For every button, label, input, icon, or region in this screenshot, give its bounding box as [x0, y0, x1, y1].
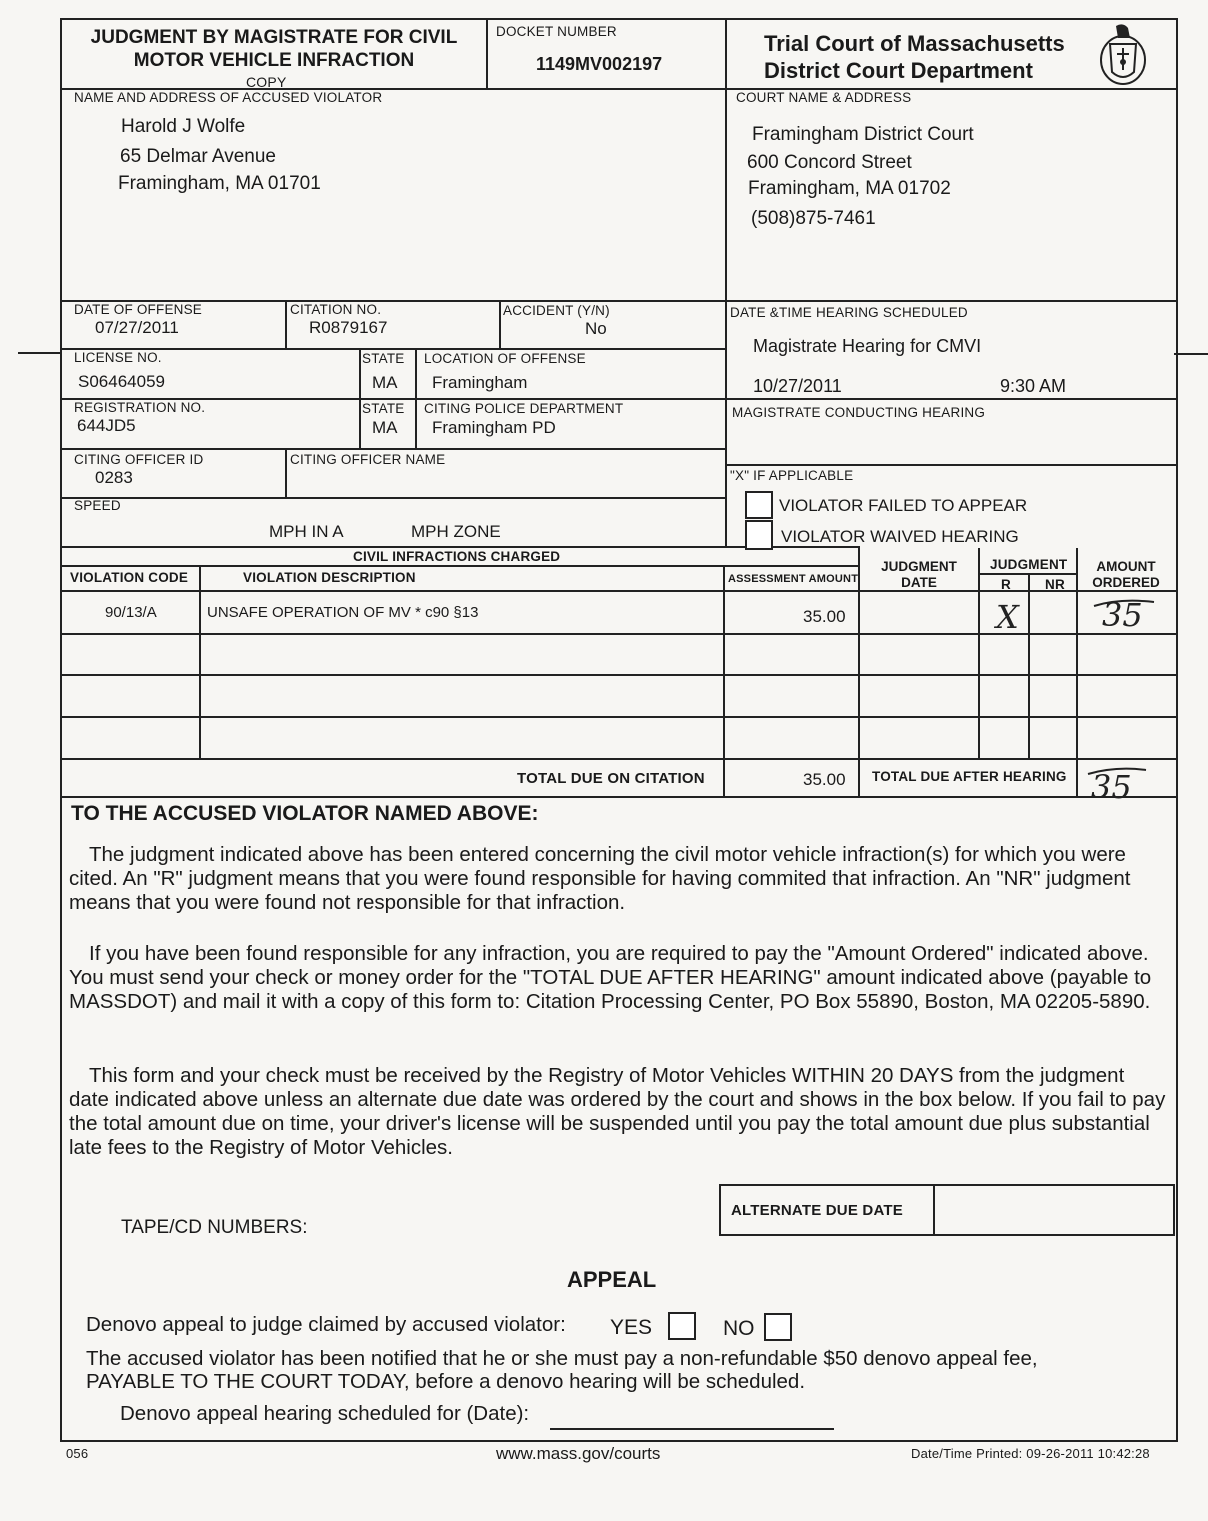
location-value: Framingham [432, 373, 528, 392]
form-title-line1: JUDGMENT BY MAGISTRATE FOR CIVIL [90, 27, 458, 48]
court-street: 600 Concord Street [747, 152, 912, 173]
rule [60, 497, 726, 499]
citation-number: R0879167 [309, 318, 388, 337]
docket-label: DOCKET NUMBER [496, 24, 617, 39]
rule [726, 464, 1176, 466]
rule [1028, 573, 1030, 760]
appeal-fee-line1: The accused violator has been notified that he or she must pay a non-refundable $50 denovo appeal fee, [86, 1347, 1038, 1370]
rule [285, 300, 287, 350]
registration-number: 644JD5 [77, 416, 136, 435]
total-due-label: TOTAL DUE ON CITATION [517, 770, 705, 787]
officer-id-label: CITING OFFICER ID [74, 452, 204, 467]
appeal-scheduled-label: Denovo appeal hearing scheduled for (Date): [120, 1402, 530, 1425]
license-state: MA [372, 373, 398, 392]
rule [60, 716, 1176, 718]
violator-label: NAME AND ADDRESS OF ACCUSED VIOLATOR [74, 90, 383, 105]
failed-to-appear-checkbox[interactable] [745, 491, 773, 519]
copy-label: COPY [246, 74, 287, 90]
registration-state: MA [372, 418, 398, 437]
notice-paragraph-1-text: The judgment indicated above has been entered concerning the civil motor vehicle infraction(s) for which you were cited. An "R" judgment means that you were found responsible for having commited that infraction. An "NR" judgment means that you were found not responsible for that infraction. [69, 843, 1131, 914]
rule [978, 548, 980, 760]
col-amount-ordered-line2: ORDERED [1092, 575, 1160, 590]
speed-label: SPEED [74, 498, 121, 513]
col-violation-description: VIOLATION DESCRIPTION [243, 570, 416, 585]
total-after-hearing-label: TOTAL DUE AFTER HEARING [872, 769, 1067, 784]
violator-street: 65 Delmar Avenue [120, 146, 276, 167]
appeal-heading: APPEAL [567, 1267, 657, 1292]
state-seal-icon [1096, 20, 1150, 88]
violator-name: Harold J Wolfe [121, 116, 246, 137]
notice-paragraph-3-text: This form and your check must be received by the Registry of Motor Vehicles WITHIN 20 DAYS from the judgment date indicated above unless an alternate due date was ordered by the court and shows in the box below. If you fail to pay the total amount due on time, your driver's license will be suspended until you pay the total amount due plus substantial late fees to the Registry of Motor Vehicles. [69, 1064, 1166, 1159]
court-city: Framingham, MA 01702 [748, 178, 951, 199]
court-label: COURT NAME & ADDRESS [736, 90, 912, 105]
form-title [62, 26, 486, 72]
appeal-claim-text: Denovo appeal to judge claimed by accused violator: [86, 1313, 566, 1336]
alternate-due-date-label: ALTERNATE DUE DATE [731, 1202, 903, 1219]
footer-url: www.mass.gov/courts [496, 1444, 661, 1463]
row1-judgment-r-mark: X [996, 598, 1019, 636]
rule [60, 796, 1176, 798]
row1-violation-description: UNSAFE OPERATION OF MV * c90 §13 [207, 604, 479, 621]
total-after-hearing-value: 35 [1091, 768, 1132, 806]
rule [725, 18, 727, 548]
rule [359, 348, 361, 450]
rule [199, 565, 201, 760]
notice-heading: TO THE ACCUSED VIOLATOR NAMED ABOVE: [71, 802, 539, 825]
failed-to-appear-label: VIOLATOR FAILED TO APPEAR [779, 496, 1028, 515]
appeal-date-field[interactable] [550, 1404, 834, 1430]
appeal-yes-checkbox[interactable] [668, 1312, 696, 1340]
rule [723, 565, 725, 798]
notice-paragraph-2-text: If you have been found responsible for any infraction, you are required to pay the "Amount Ordered" indicated above. You must send your check or money order for the "TOTAL DUE AFTER HEARING" amount indicated above (payable to MASSDOT) and mail it with a copy of this form to: Citation Processing Center, PO Box 55890, Boston, MA 02205-5890. [69, 942, 1152, 1013]
hearing-date: 10/27/2011 [753, 376, 842, 396]
col-r: R [1001, 577, 1011, 592]
col-judgment-date [860, 559, 978, 591]
court-title-line1: Trial Court of Massachusetts [764, 31, 1065, 56]
handwritten-stroke-icon [1082, 764, 1152, 778]
margin-mark-right [1174, 353, 1208, 355]
hearing-type: Magistrate Hearing for CMVI [753, 336, 982, 356]
accident-label: ACCIDENT (Y/N) [503, 303, 610, 318]
court-name: Framingham District Court [752, 124, 974, 145]
accident-value: No [585, 319, 607, 338]
row1-violation-code: 90/13/A [105, 604, 157, 621]
mph-in-a-label: MPH IN A [269, 522, 344, 541]
violator-city: Framingham, MA 01701 [118, 173, 321, 194]
col-amount-ordered [1078, 559, 1174, 591]
magistrate-label: MAGISTRATE CONDUCTING HEARING [732, 405, 986, 420]
rule [60, 674, 1176, 676]
license-state-label: STATE [362, 351, 405, 366]
rule [285, 448, 287, 499]
infractions-title: CIVIL INFRACTIONS CHARGED [353, 549, 561, 564]
appeal-no-checkbox[interactable] [764, 1313, 792, 1341]
police-dept: Framingham PD [432, 418, 556, 437]
margin-mark-left [18, 352, 62, 354]
rule [60, 448, 726, 450]
col-violation-code: VIOLATION CODE [70, 570, 189, 585]
waived-hearing-label: VIOLATOR WAIVED HEARING [781, 527, 1019, 546]
notice-paragraph-3 [69, 1064, 1169, 1160]
notice-paragraph-1 [69, 843, 1169, 915]
waived-hearing-checkbox[interactable] [745, 520, 773, 550]
rule [60, 758, 1176, 760]
col-judgment-date-line1: JUDGMENT [881, 559, 957, 574]
col-amount-ordered-line1: AMOUNT [1096, 559, 1156, 574]
col-judgment-date-line2: DATE [901, 575, 937, 590]
rule [60, 546, 860, 548]
appeal-fee-line2: PAYABLE TO THE COURT TODAY, before a denovo hearing will be scheduled. [86, 1370, 806, 1393]
hearing-time: 9:30 AM [1000, 376, 1067, 396]
date-printed: Date/Time Printed: 09-26-2011 10:42:28 [911, 1446, 1150, 1461]
court-phone: (508)875-7461 [751, 208, 876, 229]
license-label: LICENSE NO. [74, 350, 162, 365]
rule [415, 348, 417, 450]
citation-label: CITATION NO. [290, 302, 382, 317]
rule [60, 398, 1176, 400]
rule [486, 18, 488, 90]
form-number: 056 [66, 1446, 89, 1461]
rule [60, 565, 860, 567]
x-if-applicable-label: "X" IF APPLICABLE [730, 468, 854, 483]
rule [60, 300, 1176, 302]
rule [499, 300, 501, 350]
appeal-no-label: NO [723, 1317, 755, 1340]
officer-name-label: CITING OFFICER NAME [290, 452, 446, 467]
handwritten-underline-icon [1090, 596, 1160, 610]
col-nr: NR [1045, 577, 1065, 592]
court-title-line2: District Court Department [764, 58, 1033, 83]
tape-cd-label: TAPE/CD NUMBERS: [121, 1217, 308, 1238]
docket-number: 1149MV002197 [536, 54, 663, 74]
license-number: S06464059 [78, 372, 165, 391]
offense-date: 07/27/2011 [95, 318, 179, 337]
col-judgment: JUDGMENT [990, 557, 1068, 572]
alternate-due-date-field[interactable] [937, 1186, 1169, 1232]
offense-date-label: DATE OF OFFENSE [74, 302, 203, 317]
police-dept-label: CITING POLICE DEPARTMENT [424, 401, 624, 416]
mph-zone-label: MPH ZONE [411, 522, 501, 541]
registration-state-label: STATE [362, 401, 405, 416]
row1-amount-ordered: 35 [1102, 596, 1143, 634]
registration-label: REGISTRATION NO. [74, 400, 206, 415]
officer-id: 0283 [95, 468, 133, 487]
total-due-value: 35.00 [803, 770, 846, 789]
rule [933, 1184, 935, 1234]
appeal-yes-label: YES [610, 1316, 653, 1339]
form-title-line2: MOTOR VEHICLE INFRACTION [133, 50, 415, 71]
row1-assessment-amount: 35.00 [803, 607, 846, 626]
location-label: LOCATION OF OFFENSE [424, 351, 586, 366]
court-title [764, 30, 1065, 84]
hearing-scheduled-label: DATE &TIME HEARING SCHEDULED [730, 305, 968, 320]
col-assessment-amount: ASSESSMENT AMOUNT [728, 573, 859, 585]
notice-paragraph-2 [69, 942, 1169, 1014]
